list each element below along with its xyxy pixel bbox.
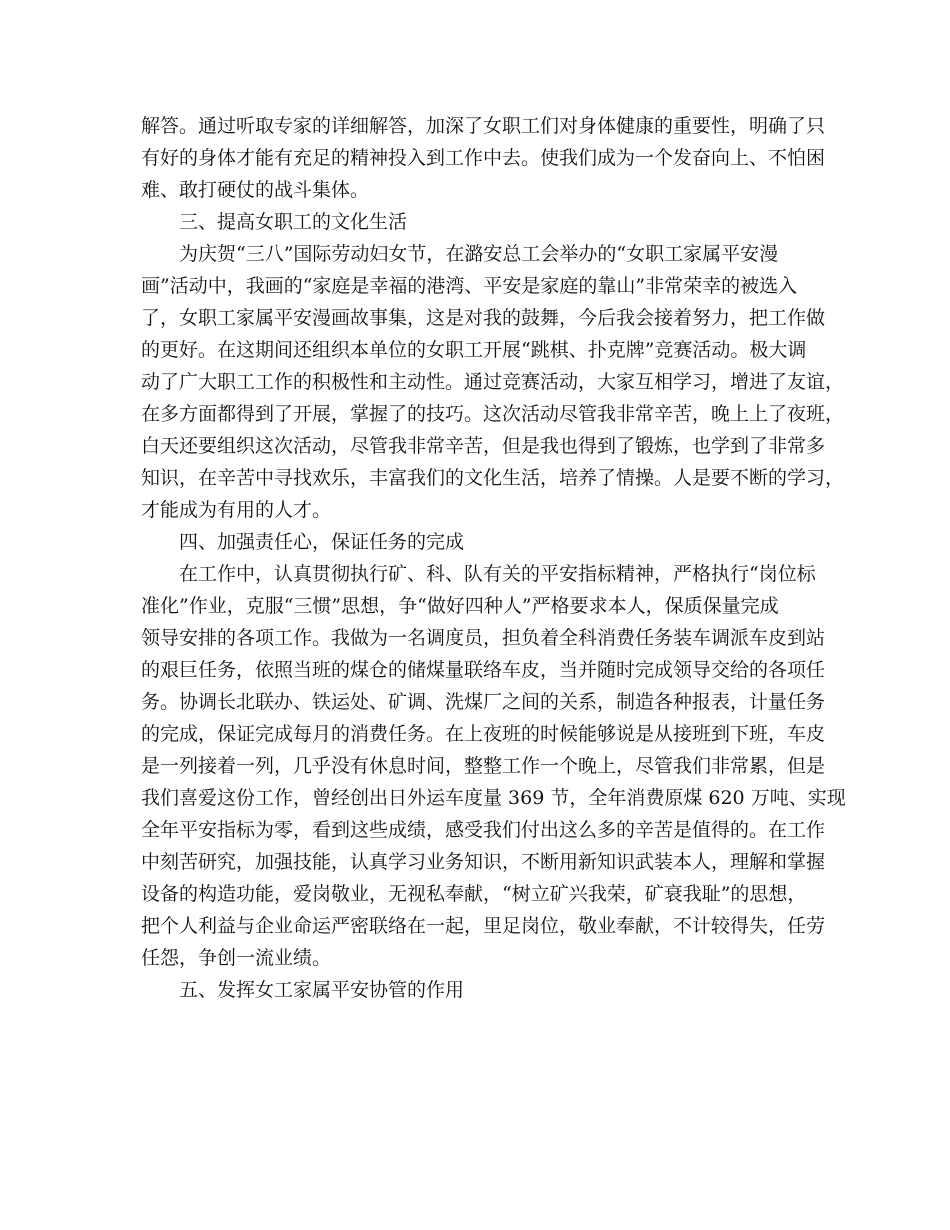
text-line: 是一列接着一列，几乎没有休息时间，整整工作一个晚上，尽管我们非常累，但是 xyxy=(141,755,826,777)
text-line: 知识，在辛苦中寻找欢乐，丰富我们的文化生活，培养了情操。人是要不断的学习， xyxy=(141,467,845,489)
text-line: 务。协调长北联办、铁运处、矿调、洗煤厂之间的关系，制造各种报表，计量任务 xyxy=(141,691,826,713)
text-line: 动了广大职工工作的积极性和主动性。通过竞赛活动，大家互相学习，增进了友谊， xyxy=(141,371,845,393)
text-line: 才能成为有用的人才。 xyxy=(141,499,332,521)
section-heading-culture: 三、提高女职工的文化生活 xyxy=(141,211,408,233)
text-line: 的艰巨任务，依照当班的煤仓的储煤量联络车皮，当并随时完成领导交给的各项任 xyxy=(141,659,826,681)
text-line: 中刻苦研究，加强技能，认真学习业务知识，不断用新知识武装本人，理解和掌握 xyxy=(141,851,826,873)
section-heading-responsibility: 四、加强责任心，保证任务的完成 xyxy=(141,531,465,553)
text-line: 的更好。在这期间还组织本单位的女职工开展“跳棋、扑克牌”竞赛活动。极大调 xyxy=(141,339,807,361)
text-line: 解答。通过听取专家的详细解答，加深了女职工们对身体健康的重要性，明确了只 xyxy=(141,115,826,137)
text-line: 的完成，保证完成每月的消费任务。在上夜班的时候能够说是从接班到下班，车皮 xyxy=(141,723,826,745)
text-line: 全年平安指标为零，看到这些成绩，感受我们付出这么多的辛苦是值得的。在工作 xyxy=(141,819,826,841)
document-body xyxy=(141,110,846,1006)
text-line: 在多方面都得到了开展，掌握了的技巧。这次活动尽管我非常辛苦，晚上上了夜班， xyxy=(141,403,845,425)
text-line: 了，女职工家属平安漫画故事集，这是对我的鼓舞，今后我会接着努力，把工作做 xyxy=(141,307,826,329)
text-line: 在工作中，认真贯彻执行矿、科、队有关的平安指标精神，严格执行“岗位标 xyxy=(141,563,816,585)
text-line: 为庆贺“三八”国际劳动妇女节，在潞安总工会举办的“女职工家属平安漫 xyxy=(141,243,779,265)
text-line: 设备的构造功能，爱岗敬业，无视私奉献，“树立矿兴我荣，矿衰我耻”的思想， xyxy=(141,883,807,905)
text-line: 领导安排的各项工作。我做为一名调度员，担负着全科消费任务装车调派车皮到站 xyxy=(141,627,826,649)
text-line: 我们喜爱这份工作，曾经创出日外运车度量 369 节，全年消费原煤 620 万吨、实现 xyxy=(141,787,846,809)
text-line: 画”活动中，我画的“家庭是幸福的港湾、平安是家庭的靠山”非常荣幸的被选入 xyxy=(141,275,798,297)
paragraph-health-answers xyxy=(141,110,826,206)
text-line: 准化”作业，克服“三惯”思想，争“做好四种人”严格要求本人，保质保量完成 xyxy=(141,595,779,617)
paragraph-womens-day-activities xyxy=(141,238,845,526)
text-line: 任怨，争创一流业绩。 xyxy=(141,947,332,969)
paragraph-work-duties xyxy=(141,558,846,974)
text-line: 把个人利益与企业命运严密联络在一起，里足岗位，敬业奉献，不计较得失，任劳 xyxy=(141,915,826,937)
section-heading-safety-coordination: 五、发挥女工家属平安协管的作用 xyxy=(141,979,465,1001)
text-line: 白天还要组织这次活动，尽管我非常辛苦，但是我也得到了锻炼，也学到了非常多 xyxy=(141,435,826,457)
text-line: 难、敢打硬仗的战斗集体。 xyxy=(141,179,370,201)
text-line: 有好的身体才能有充足的精神投入到工作中去。使我们成为一个发奋向上、不怕困 xyxy=(141,147,826,169)
